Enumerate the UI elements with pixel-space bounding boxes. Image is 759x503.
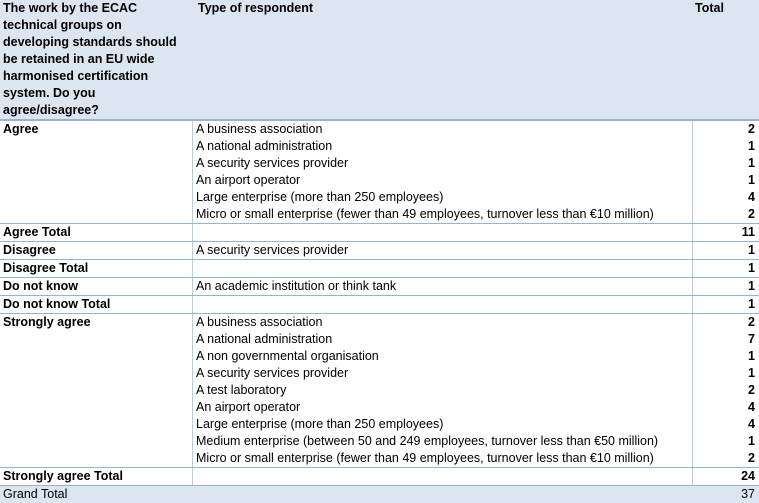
answer-cell <box>0 189 192 206</box>
table-row <box>0 138 759 155</box>
total-cell: 1 <box>692 365 759 382</box>
respondent-cell: Medium enterprise (between 50 and 249 employees, turnover less than €50 million) <box>192 433 692 450</box>
table-row <box>0 172 759 189</box>
total-cell: 1 <box>692 348 759 365</box>
respondent-cell: A test laboratory <box>192 382 692 399</box>
total-cell: 37 <box>741 487 755 501</box>
total-cell: 2 <box>692 382 759 399</box>
answer-cell: Grand Total <box>3 487 68 501</box>
total-cell: 1 <box>692 138 759 155</box>
total-cell: 4 <box>692 416 759 433</box>
table-row <box>0 331 759 348</box>
table-row <box>0 365 759 382</box>
subtotal-row <box>0 223 759 241</box>
answer-cell <box>0 416 192 433</box>
total-cell: 4 <box>692 189 759 206</box>
respondent-cell: An academic institution or think tank <box>192 278 692 295</box>
question-header: The work by the ECAC technical groups on developing standards should be retained in an EU wide harmonised certification system. Do you agree/disagree? <box>3 1 177 117</box>
total-cell: 24 <box>692 468 759 485</box>
table-row <box>0 416 759 433</box>
respondent-cell: Micro or small enterprise (fewer than 49 employees, turnover less than €10 million) <box>192 450 692 467</box>
respondent-cell <box>192 224 692 241</box>
respondent-cell: A non governmental organisation <box>192 348 692 365</box>
answer-cell <box>0 382 192 399</box>
subtotal-row <box>0 259 759 277</box>
respondent-cell: An airport operator <box>192 399 692 416</box>
respondent-cell: Large enterprise (more than 250 employees) <box>192 189 692 206</box>
table-row <box>0 450 759 467</box>
answer-cell: Strongly agree Total <box>3 469 123 483</box>
table-row <box>0 206 759 223</box>
subtotal-row <box>0 467 759 485</box>
respondent-cell: A national administration <box>192 331 692 348</box>
respondent-cell: A business association <box>192 314 692 331</box>
respondent-cell: A security services provider <box>192 242 692 259</box>
total-cell: 1 <box>692 296 759 313</box>
total-cell: 2 <box>692 121 759 138</box>
answer-cell: Agree <box>3 122 39 136</box>
answer-cell <box>0 450 192 467</box>
table-row <box>0 189 759 206</box>
total-cell: 1 <box>692 278 759 295</box>
respondent-cell: A national administration <box>192 138 692 155</box>
table-row <box>0 241 759 259</box>
answer-cell: Do not know Total <box>3 297 111 311</box>
answer-cell <box>0 206 192 223</box>
respondent-cell: A security services provider <box>192 155 692 172</box>
total-cell: 11 <box>692 224 759 241</box>
answer-cell <box>0 172 192 189</box>
total-cell: 1 <box>692 260 759 277</box>
respondent-cell: Large enterprise (more than 250 employees) <box>192 416 692 433</box>
table-row <box>0 120 759 138</box>
total-cell: 1 <box>692 242 759 259</box>
table-row <box>0 313 759 331</box>
table-row <box>0 277 759 295</box>
respondent-cell: A business association <box>192 121 692 138</box>
answer-cell: Agree Total <box>3 225 71 239</box>
total-cell: 7 <box>692 331 759 348</box>
answer-cell <box>0 331 192 348</box>
answer-cell: Strongly agree <box>3 315 91 329</box>
respondent-cell <box>192 468 692 485</box>
total-cell: 2 <box>692 206 759 223</box>
answer-cell <box>0 365 192 382</box>
answer-cell: Disagree <box>3 243 56 257</box>
subtotal-row <box>0 295 759 313</box>
table-row <box>0 155 759 172</box>
table-row <box>0 399 759 416</box>
grand-total-row <box>0 485 759 503</box>
total-cell: 4 <box>692 399 759 416</box>
total-cell: 1 <box>692 172 759 189</box>
table-row <box>0 348 759 365</box>
total-cell: 1 <box>692 433 759 450</box>
answer-cell <box>0 433 192 450</box>
answer-cell <box>0 138 192 155</box>
answer-cell <box>0 155 192 172</box>
total-header: Total <box>695 1 724 15</box>
answer-cell <box>0 348 192 365</box>
total-cell: 2 <box>692 450 759 467</box>
answer-cell: Do not know <box>3 279 78 293</box>
respondent-cell: A security services provider <box>192 365 692 382</box>
table-row <box>0 382 759 399</box>
answer-cell <box>0 399 192 416</box>
table-row <box>0 433 759 450</box>
total-cell: 2 <box>692 314 759 331</box>
respondent-cell <box>192 260 692 277</box>
respondent-header: Type of respondent <box>198 1 314 15</box>
respondent-cell: Micro or small enterprise (fewer than 49 employees, turnover less than €10 million) <box>192 206 692 223</box>
respondent-cell <box>192 296 692 313</box>
total-cell: 1 <box>692 155 759 172</box>
table-body <box>0 120 759 503</box>
answer-cell: Disagree Total <box>3 261 89 275</box>
header-row <box>0 0 759 120</box>
respondent-cell: An airport operator <box>192 172 692 189</box>
